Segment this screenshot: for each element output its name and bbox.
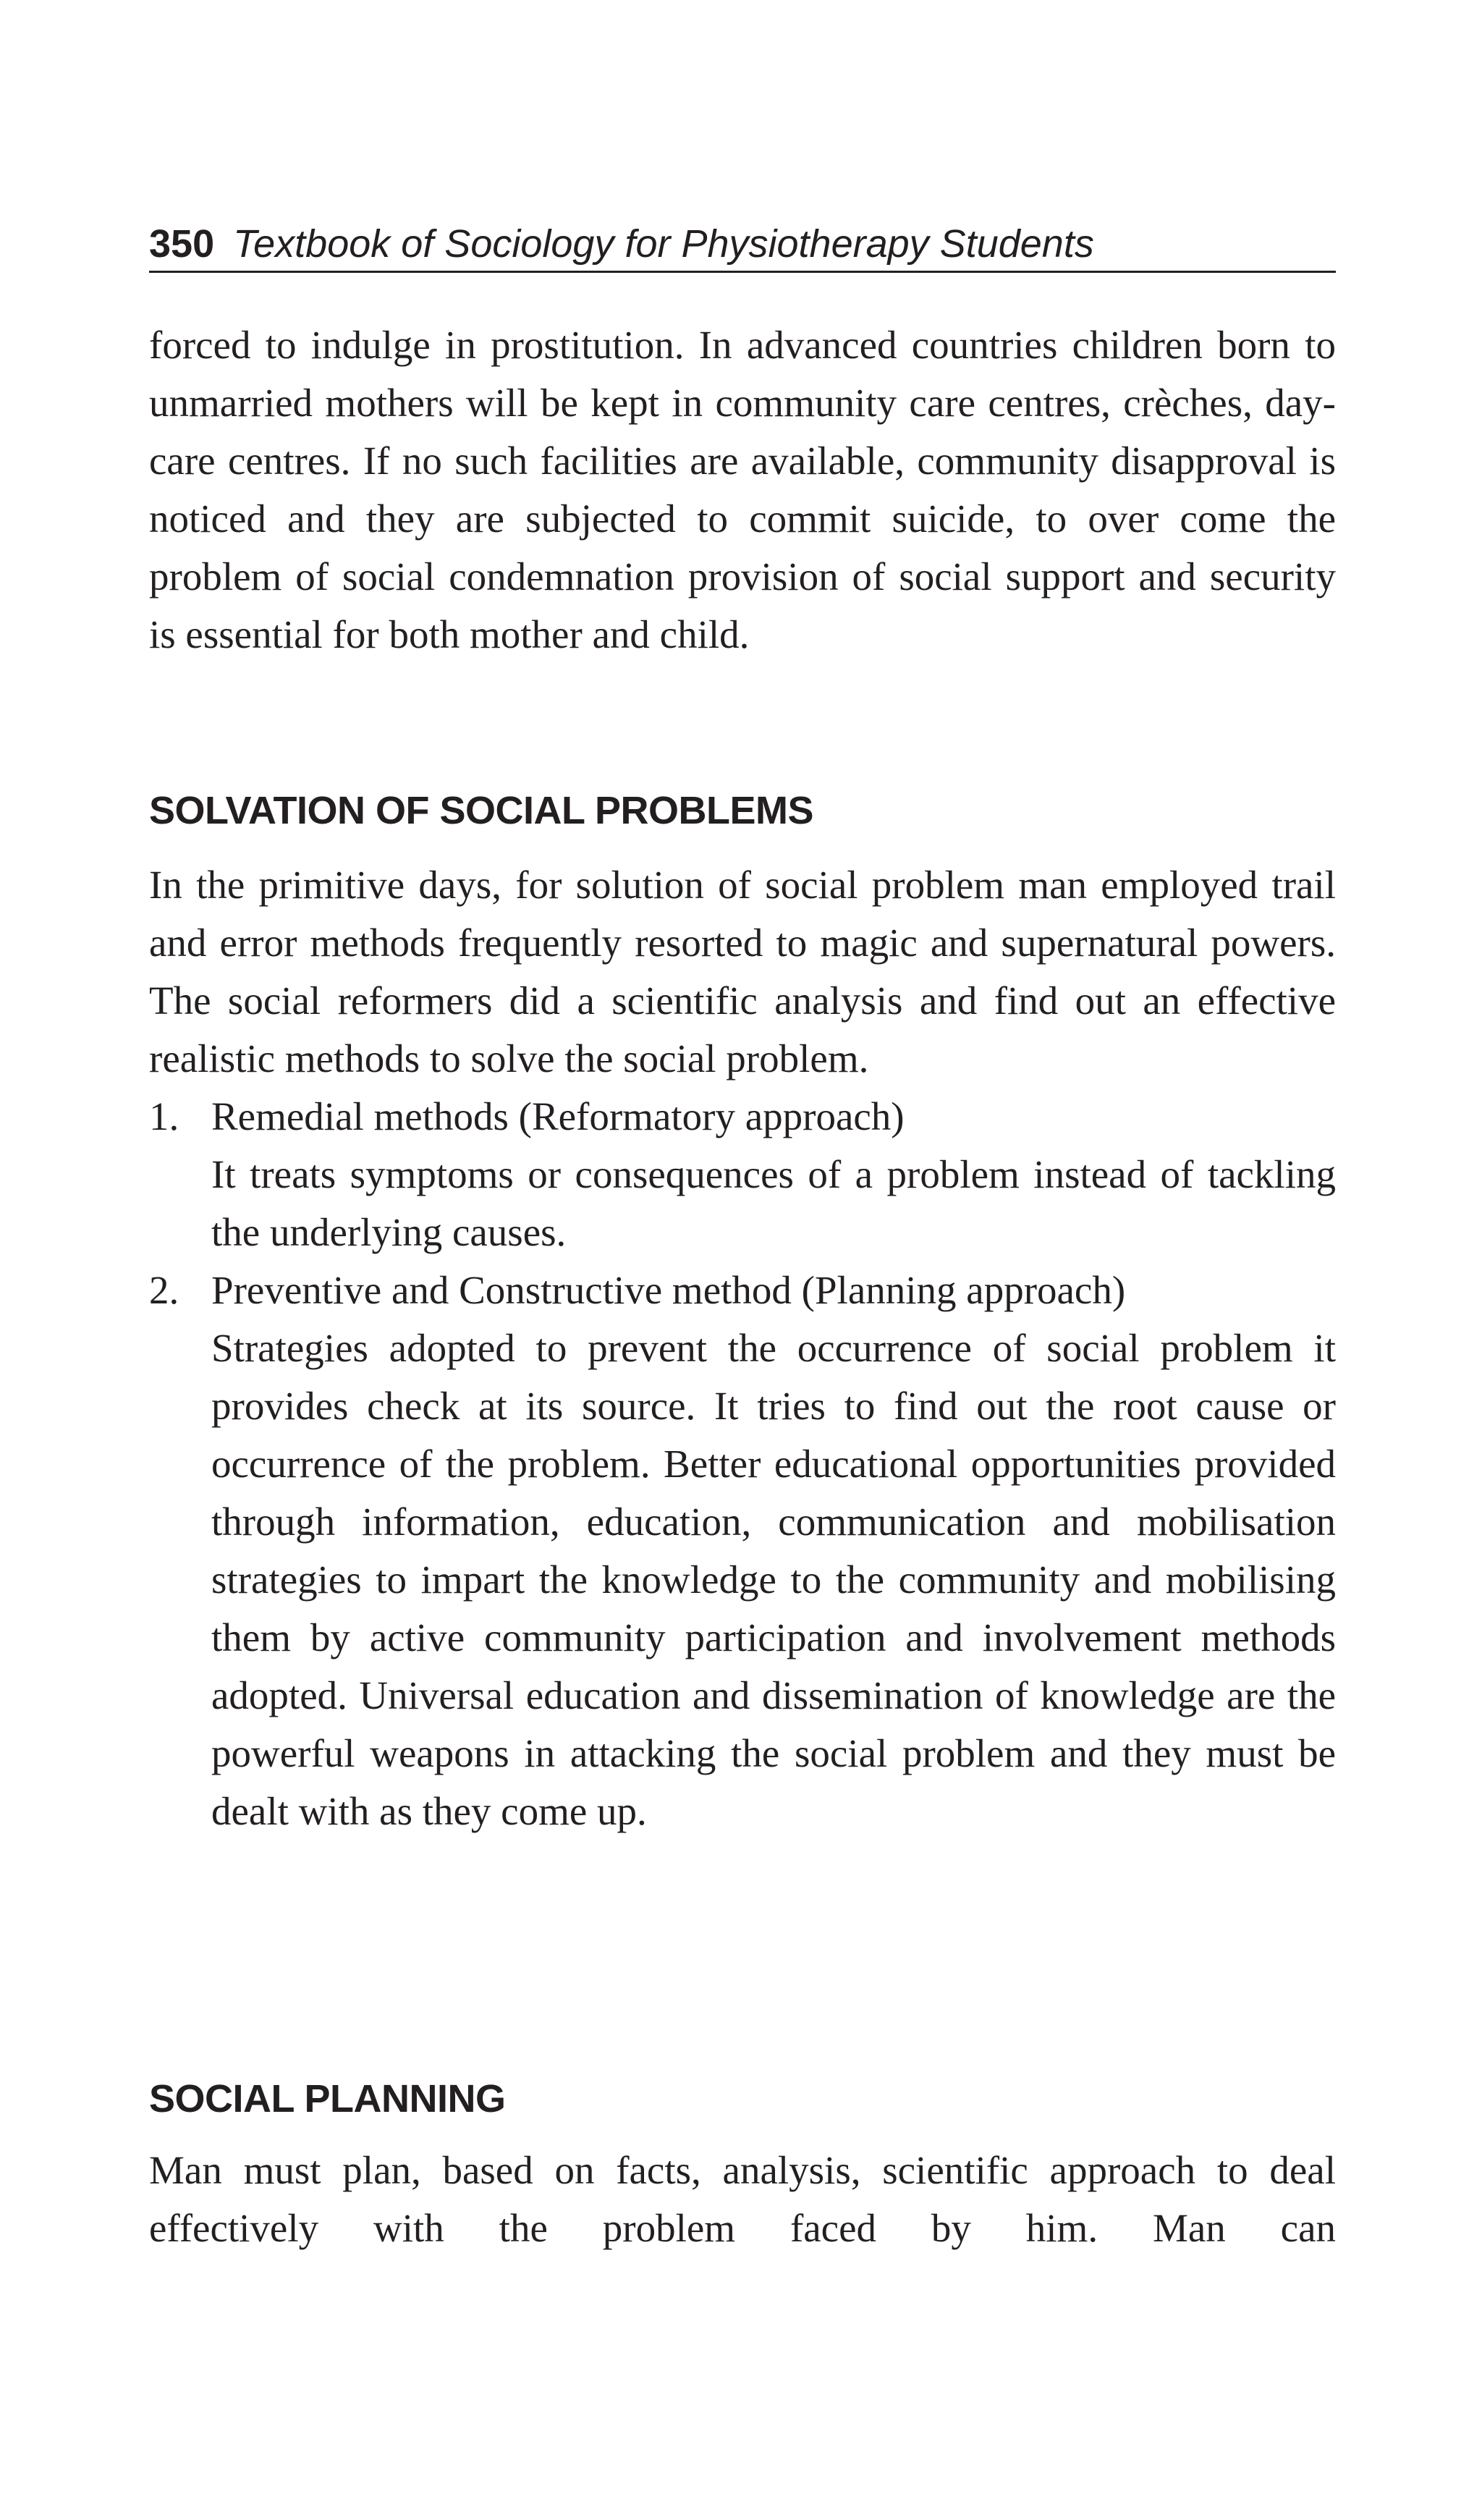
list-item-text: It treats symptoms or consequences of a problem instead of tackling the underlying causes.: [211, 1152, 1336, 1254]
list-item-title: Remedial methods (Reformatory approach): [211, 1094, 905, 1138]
list-item: [149, 1261, 1336, 1840]
list-item-text: Strategies adopted to prevent the occurrence of social problem it provides check at its source. It tries to find out the root cause or occurrence of the problem. Better educational opportunities provided through information, education, communication and mobilisation strategies to impart the knowledge to the community and mobilising them by active community participation and involvement methods adopted. Universal education and dissemination of knowledge are the powerful weapons in attacking the social problem and they must be dealt with as they come up.: [211, 1326, 1336, 1833]
solvation-block: [149, 856, 1336, 1840]
book-title: Textbook of Sociology for Physiotherapy Students: [233, 222, 1094, 266]
intro-paragraph: forced to indulge in prostitution. In advanced countries children born to unmarried mothers will be kept in community care centres, crèches, day-care centres. If no such facilities are available, community disapproval is noticed and they are subjected to commit suicide, to over come the problem of social condemnation provision of social support and security is essential for both mother and child.: [149, 323, 1336, 656]
list-item-number: 1.: [149, 1094, 179, 1138]
solvation-paragraph: In the primitive days, for solution of social problem man employed trail and error methods frequently resorted to magic and supernatural powers. The social reformers did a scientific analysis and find out an effective realistic methods to solve the social problem.: [149, 863, 1336, 1081]
page-number: 350: [149, 222, 215, 266]
list-item: [149, 1088, 1336, 1261]
section-heading-planning: SOCIAL PLANNING: [149, 2077, 506, 2121]
list-item-number: 2.: [149, 1268, 179, 1312]
planning-block: [149, 2141, 1336, 2257]
running-head: [149, 217, 1336, 273]
section-heading-solvation: SOLVATION OF SOCIAL PROBLEMS: [149, 789, 814, 832]
intro-block: [149, 316, 1336, 664]
planning-paragraph: Man must plan, based on facts, analysis, scientific approach to deal effectively with the problem faced by him. Man can: [149, 2148, 1336, 2250]
list-item-title: Preventive and Constructive method (Planning approach): [211, 1268, 1126, 1312]
